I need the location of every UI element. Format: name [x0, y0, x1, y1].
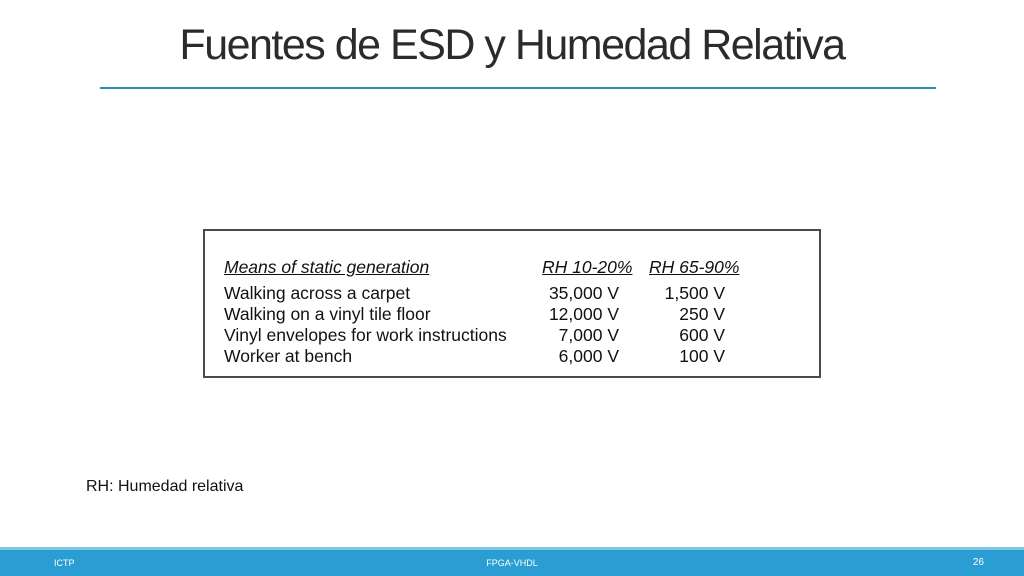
row-label: Walking across a carpet	[224, 283, 411, 303]
slide-number: 26	[972, 557, 984, 568]
row-rh-high-value: 1,500 V	[664, 283, 725, 303]
slide-title: Fuentes de ESD y Humedad Relativa	[179, 21, 845, 69]
header-rh-high: RH 65-90%	[649, 257, 740, 277]
row-label: Vinyl envelopes for work instructions	[224, 325, 507, 345]
table-row	[205, 345, 819, 367]
title-underline	[100, 87, 936, 89]
footer-center-text: FPGA-VHDL	[486, 558, 538, 568]
footnote-rh: RH: Humedad relativa	[86, 478, 244, 495]
table-header-row	[205, 256, 819, 278]
table-row	[205, 324, 819, 346]
row-rh-high-value: 600 V	[679, 325, 725, 345]
header-rh-low: RH 10-20%	[542, 257, 633, 277]
row-rh-low-value: 35,000 V	[548, 283, 619, 303]
header-means: Means of static generation	[224, 257, 430, 277]
row-rh-high-value: 100 V	[679, 346, 725, 366]
esd-table	[203, 229, 821, 378]
row-label: Walking on a vinyl tile floor	[224, 304, 431, 324]
footer-bar	[0, 550, 1024, 576]
table-row	[205, 303, 819, 325]
row-rh-low-value: 7,000 V	[558, 325, 619, 345]
row-rh-high-value: 250 V	[679, 304, 725, 324]
footer-left-text: ICTP	[54, 558, 75, 568]
row-rh-low-value: 6,000 V	[558, 346, 619, 366]
row-rh-low-value: 12,000 V	[548, 304, 619, 324]
row-label: Worker at bench	[224, 346, 353, 366]
table-row	[205, 282, 819, 304]
